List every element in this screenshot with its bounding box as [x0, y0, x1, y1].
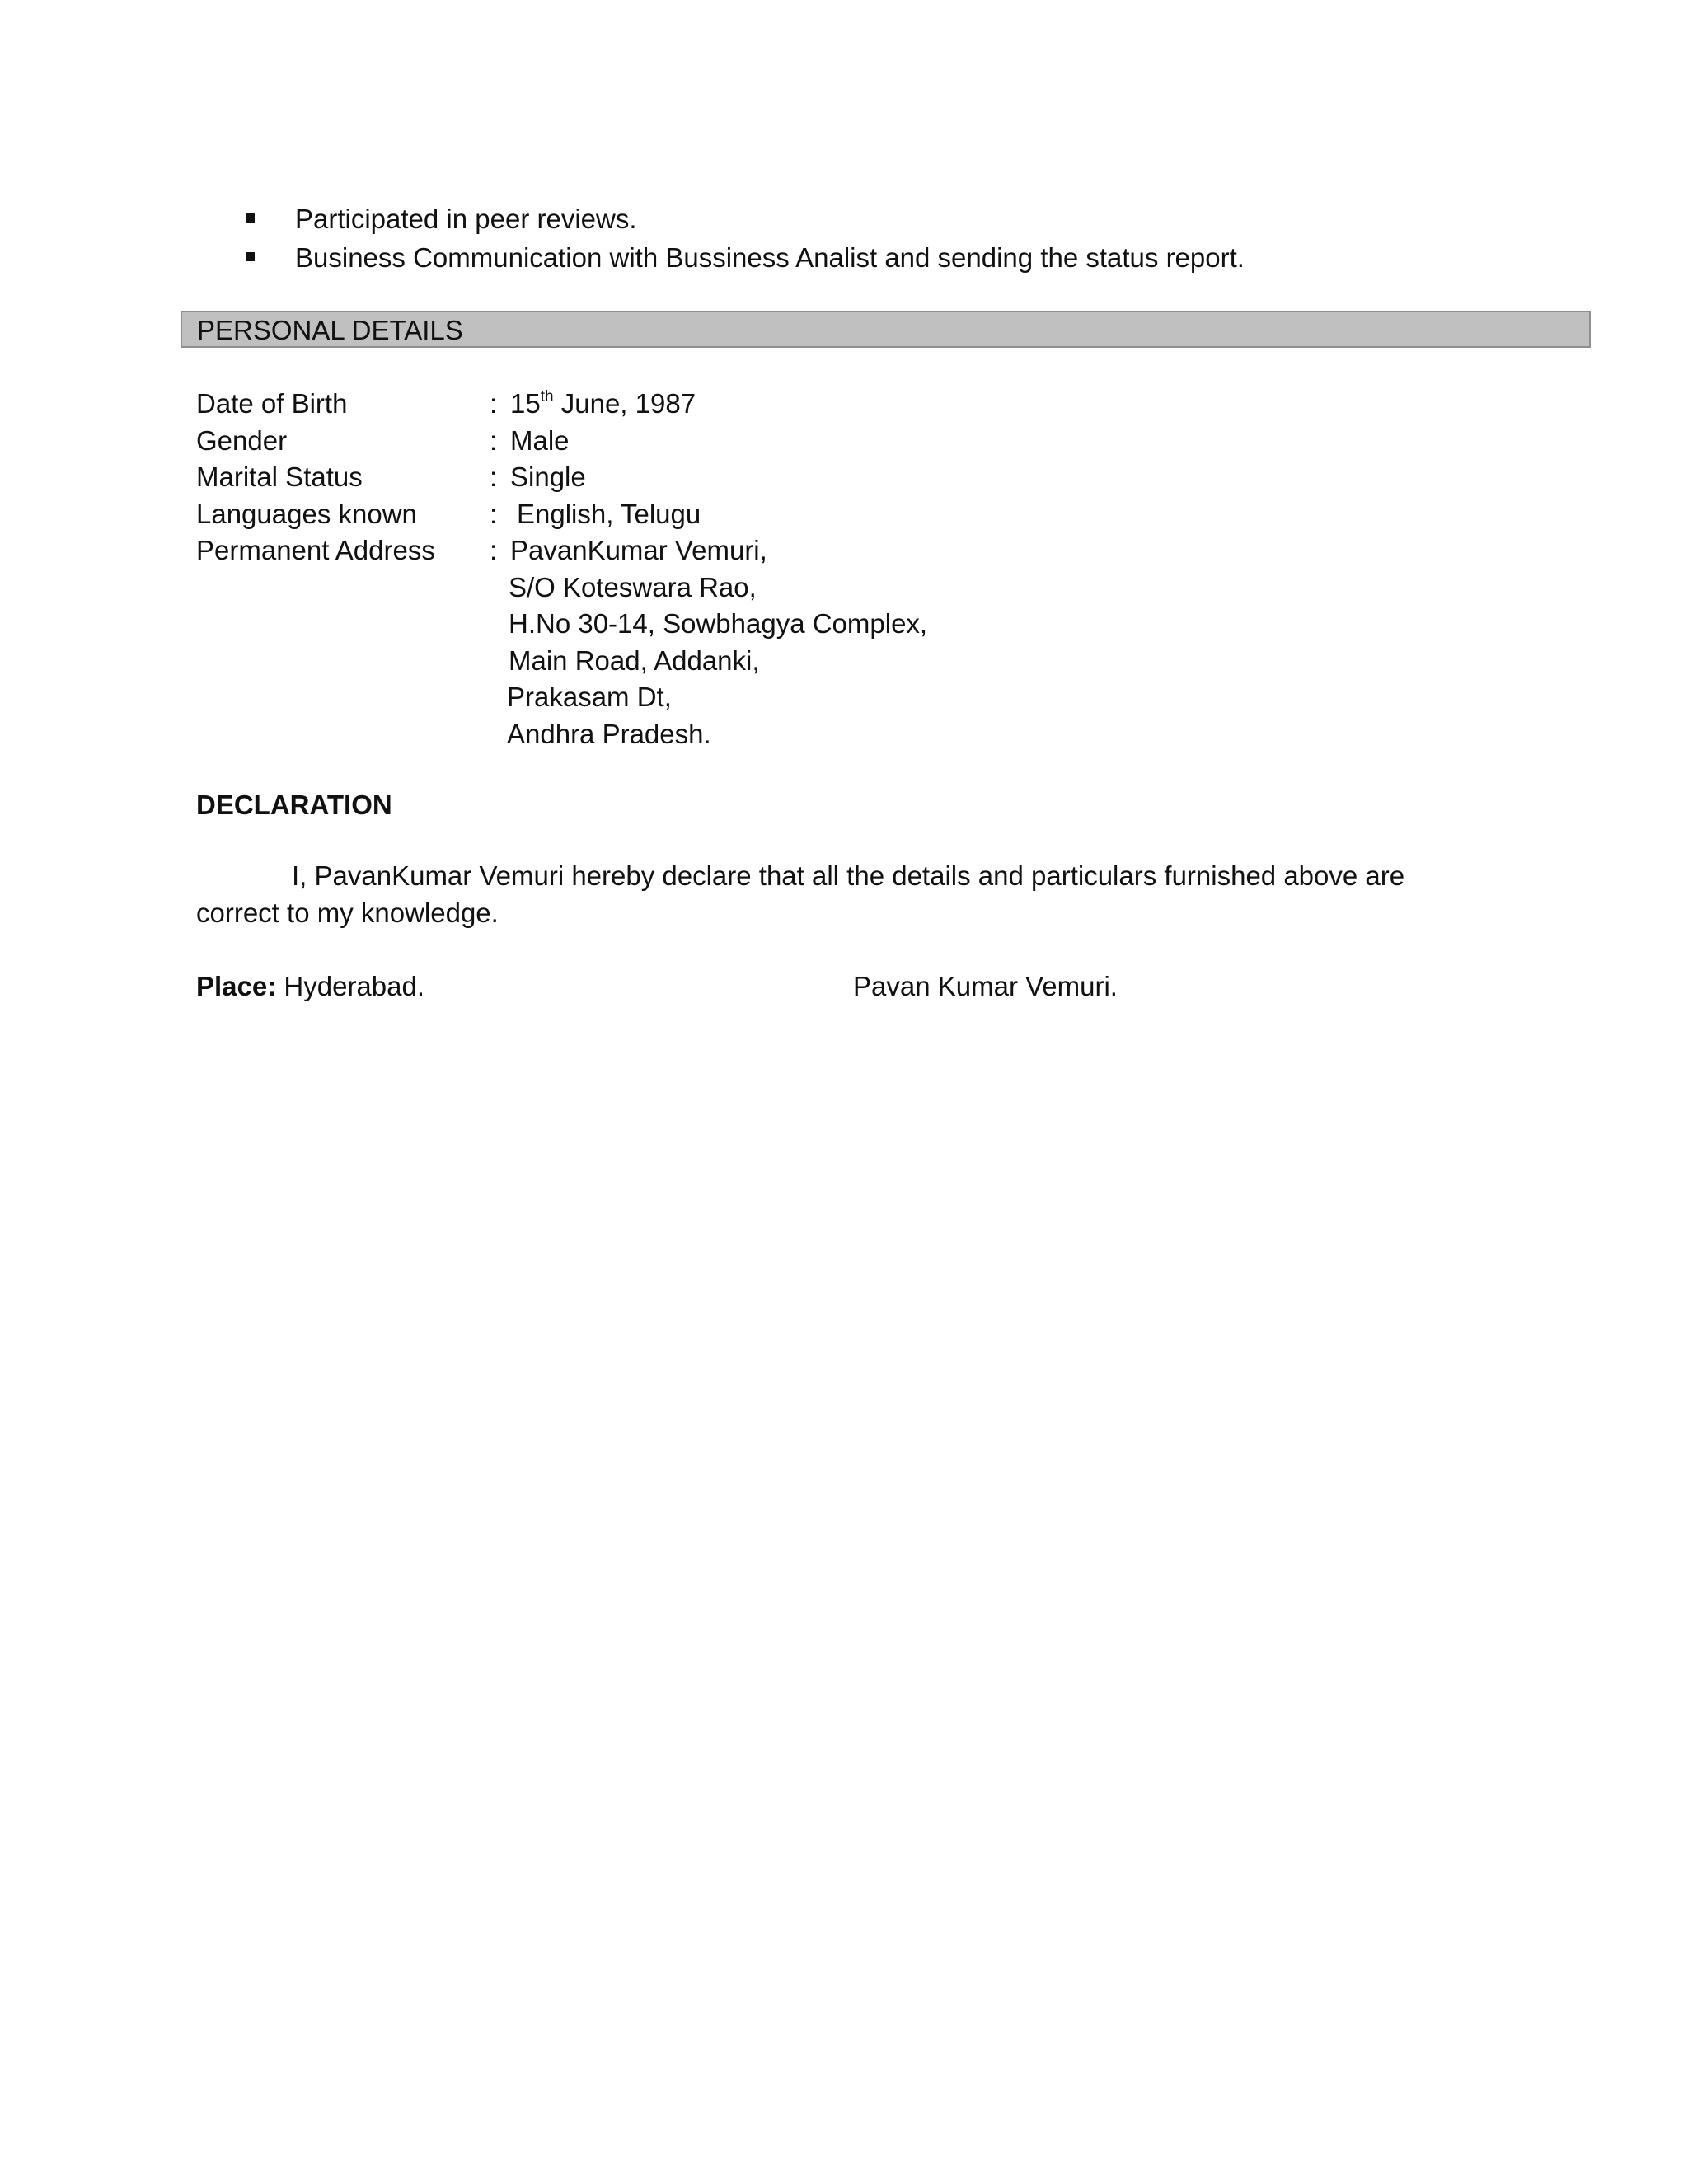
- responsibility-list: [246, 199, 1245, 277]
- list-item: [246, 199, 1245, 238]
- detail-label: Permanent Address: [196, 535, 435, 565]
- list-item-text: Participated in peer reviews.: [295, 204, 637, 234]
- detail-label: Languages known: [196, 498, 417, 529]
- detail-label: Gender: [196, 424, 288, 456]
- personal-details-header: [181, 311, 1591, 348]
- dob-suffix: th: [540, 388, 554, 405]
- detail-label: Date of Birth: [196, 388, 348, 419]
- place-value: Hyderabad.: [276, 971, 425, 1001]
- detail-value: Male: [510, 424, 570, 456]
- address-line: S/O Koteswara Rao,: [509, 571, 757, 602]
- section-title: PERSONAL DETAILS: [197, 315, 463, 345]
- place-line: [196, 968, 424, 1005]
- detail-value-dob: [510, 386, 696, 422]
- address-line: H.No 30-14, Sowbhagya Complex,: [509, 608, 928, 639]
- address-line: Andhra Pradesh.: [507, 718, 711, 749]
- address-line: Main Road, Addanki,: [509, 644, 760, 676]
- list-item: [246, 238, 1245, 277]
- place-label: Place:: [196, 971, 277, 1001]
- detail-separator: :: [490, 462, 498, 492]
- square-bullet-icon: [246, 252, 255, 261]
- detail-separator: :: [490, 424, 498, 456]
- detail-separator: :: [490, 535, 498, 565]
- address-line: Prakasam Dt,: [507, 682, 672, 712]
- square-bullet-icon: [246, 213, 255, 223]
- signature-name: Pavan Kumar Vemuri.: [853, 971, 1118, 1001]
- detail-label: Marital Status: [196, 462, 363, 492]
- declaration-text: I, PavanKumar Vemuri hereby declare that all the details and particulars furnished above are correct to my knowledge.: [196, 860, 1405, 928]
- dob-rest: June, 1987: [553, 388, 696, 419]
- declaration-heading: DECLARATION: [196, 790, 392, 820]
- list-item-text: Business Communication with Bussiness Analist and sending the status report.: [295, 242, 1245, 273]
- dob-day: 15: [510, 388, 541, 419]
- detail-value: English, Telugu: [517, 498, 701, 529]
- detail-separator: :: [490, 388, 498, 419]
- detail-separator: :: [490, 498, 498, 529]
- detail-value: Single: [510, 462, 586, 492]
- address-line: PavanKumar Vemuri,: [510, 535, 767, 565]
